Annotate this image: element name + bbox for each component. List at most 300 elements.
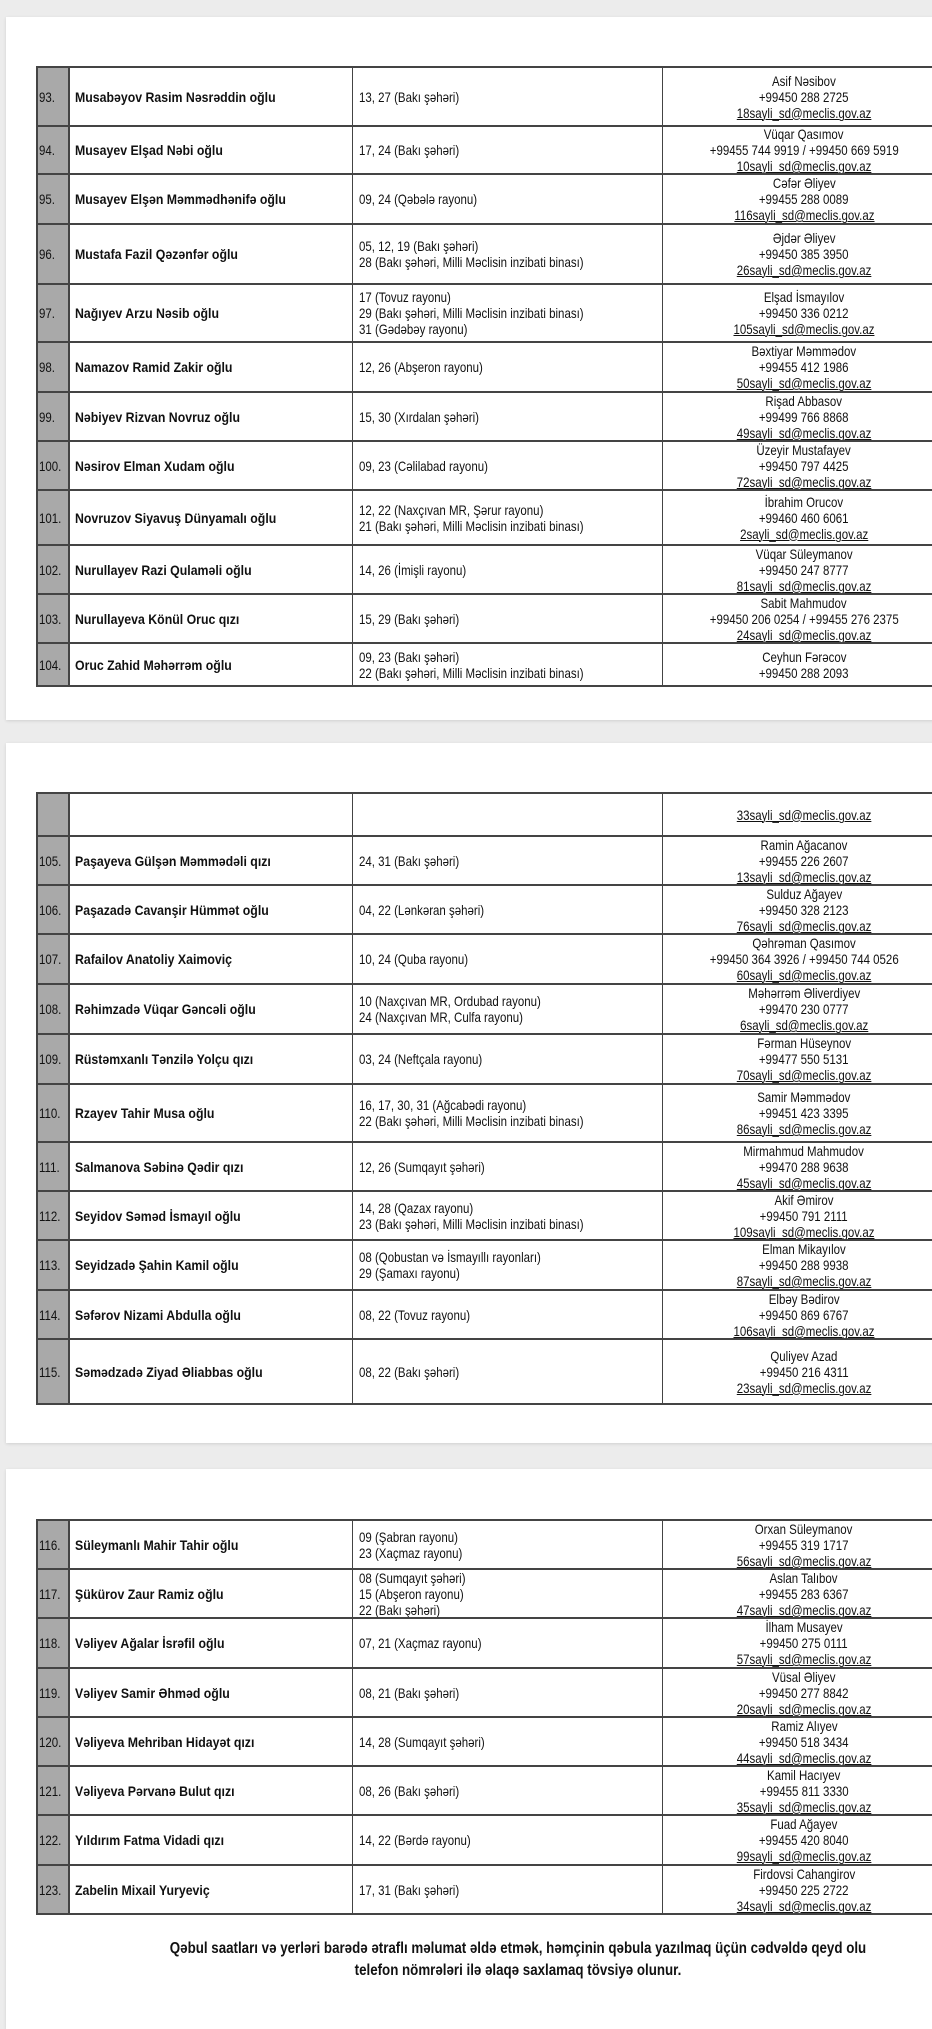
districts-list — [359, 1051, 509, 1067]
contact-phone: +99455 412 1986 — [759, 359, 849, 375]
contact-list — [722, 1143, 886, 1190]
contact-list — [722, 343, 886, 391]
row-number-cell — [36, 285, 70, 341]
deputy-name: Süleymanlı Mahir Tahir oğlu — [75, 1536, 239, 1553]
contact-email[interactable]: 106sayli_sd@meclis.gov.az — [733, 1322, 875, 1338]
contact-email[interactable]: 60sayli_sd@meclis.gov.az — [736, 967, 872, 983]
deputy-name-cell — [70, 595, 353, 642]
deputy-name-cell — [70, 886, 353, 933]
contact-phone: +99450 364 3926 / +99450 744 0526 — [709, 951, 899, 967]
contact-list — [722, 393, 886, 440]
contact-list — [722, 442, 886, 489]
district-line: 17 (Tovuz rayonu) — [359, 289, 451, 305]
districts-list — [359, 409, 505, 425]
districts-cell — [353, 546, 663, 593]
contact-cell — [663, 68, 932, 125]
contact-email[interactable]: 24sayli_sd@meclis.gov.az — [736, 626, 872, 642]
contact-list — [722, 1521, 886, 1568]
table-row — [36, 343, 932, 393]
row-number-cell — [36, 442, 70, 489]
deputy-name: Vəliyeva Mehriban Hidayət qızı — [75, 1733, 255, 1750]
districts-list — [359, 289, 633, 337]
row-number: 94. — [39, 142, 55, 158]
assistant-name: Quliyev Azad — [770, 1347, 838, 1364]
deputy-name-cell — [70, 175, 353, 223]
contact-email[interactable]: 35sayli_sd@meclis.gov.az — [736, 1798, 872, 1814]
assistant-name: İlham Musayev — [765, 1619, 843, 1635]
contact-cell — [663, 1718, 932, 1765]
districts-list — [359, 1529, 485, 1561]
deputy-name-cell — [70, 1570, 353, 1617]
assistant-name: Samir Məmmədov — [757, 1089, 851, 1105]
districts-list — [359, 1783, 481, 1799]
districts-list — [359, 1364, 481, 1380]
district-line: 22 (Bakı şəhəri, Milli Məclisin inzibati binası) — [359, 1113, 584, 1129]
districts-list — [359, 902, 512, 918]
contact-list — [722, 546, 886, 593]
row-number-cell — [36, 886, 70, 933]
assistant-name: Ramiz Alıyev — [770, 1718, 838, 1734]
deputy-name-cell — [70, 1669, 353, 1716]
document-page-2 — [6, 743, 932, 1443]
contact-email[interactable]: 44sayli_sd@meclis.gov.az — [736, 1749, 872, 1765]
deputy-name-cell — [70, 127, 353, 173]
contact-phone: +99450 518 3434 — [759, 1733, 849, 1750]
deputy-name: Nəbiyev Rizvan Novruz oğlu — [75, 408, 240, 425]
deputies-table-2 — [36, 792, 932, 1405]
row-number-cell — [36, 1085, 70, 1141]
deputy-name: Musabəyov Rasim Nəsrəddin oğlu — [75, 88, 276, 105]
district-line: 24 (Naxçıvan MR, Culfa rayonu) — [359, 1009, 523, 1025]
contact-list — [722, 1619, 886, 1667]
districts-cell — [353, 285, 663, 341]
contact-email[interactable]: 10sayli_sd@meclis.gov.az — [736, 158, 872, 173]
contact-cell — [663, 794, 932, 835]
deputy-name-cell — [70, 1340, 353, 1403]
contact-email[interactable]: 49sayli_sd@meclis.gov.az — [736, 424, 872, 440]
contact-cell — [663, 1340, 932, 1403]
district-line: 15, 30 (Xırdalan şəhəri) — [359, 408, 479, 425]
contact-email[interactable]: 57sayli_sd@meclis.gov.az — [736, 1651, 872, 1667]
contact-email[interactable]: 72sayli_sd@meclis.gov.az — [736, 473, 872, 489]
deputy-name: Salmanova Səbinə Qədir qızı — [75, 1158, 244, 1175]
row-number-cell — [36, 1291, 70, 1338]
contact-phone: +99450 791 2111 — [759, 1207, 848, 1224]
table-row — [36, 225, 932, 285]
contact-phone: +99450 336 0212 — [759, 305, 849, 321]
districts-cell — [353, 1669, 663, 1716]
row-number: 97. — [39, 305, 55, 321]
district-line: 09, 24 (Qəbələ rayonu) — [359, 191, 478, 207]
contact-list — [722, 1241, 886, 1289]
row-number-cell — [36, 644, 70, 685]
district-line: 08 (Sumqayıt şəhəri) — [359, 1570, 466, 1586]
districts-cell — [353, 1619, 663, 1667]
deputy-name-cell — [70, 285, 353, 341]
contact-email[interactable]: 33sayli_sd@meclis.gov.az — [736, 806, 872, 823]
deputy-name: Musayev Elşən Məmmədhənifə oğlu — [75, 191, 286, 207]
contact-email[interactable]: 50sayli_sd@meclis.gov.az — [736, 375, 872, 391]
document-page-1 — [6, 17, 932, 720]
row-number-cell — [36, 1669, 70, 1716]
contact-email[interactable]: 13sayli_sd@meclis.gov.az — [736, 868, 872, 884]
contact-cell — [663, 1192, 932, 1239]
row-number: 99. — [39, 408, 55, 425]
contact-email[interactable]: 47sayli_sd@meclis.gov.az — [736, 1601, 872, 1617]
row-number: 108. — [39, 1001, 62, 1017]
district-line: 14, 28 (Sumqayıt şəhəri) — [359, 1733, 485, 1750]
contact-list — [722, 886, 886, 933]
row-number: 123. — [39, 1881, 62, 1898]
districts-cell — [353, 985, 663, 1033]
row-number-cell — [36, 1521, 70, 1568]
districts-cell — [353, 837, 663, 884]
row-number-cell — [36, 1340, 70, 1403]
contact-phone: +99499 766 8868 — [759, 408, 849, 425]
contact-cell — [663, 442, 932, 489]
assistant-name: Kamil Hacıyev — [767, 1767, 841, 1783]
districts-list — [359, 1635, 508, 1651]
contact-cell — [663, 491, 932, 544]
table-row — [36, 175, 932, 225]
deputy-name: Musayev Elşad Nəbi oğlu — [75, 142, 223, 158]
contact-phone: +99455 226 2607 — [759, 852, 849, 869]
row-number: 112. — [39, 1207, 61, 1224]
contact-cell — [663, 1143, 932, 1190]
districts-list — [359, 1200, 633, 1232]
row-number: 100. — [39, 457, 62, 474]
deputy-name-cell — [70, 1192, 353, 1239]
row-number: 115. — [39, 1363, 61, 1380]
assistant-name: Rişad Abbasov — [765, 393, 843, 409]
deputy-name: Səfərov Nizami Abdulla oğlu — [75, 1306, 241, 1323]
row-number-cell — [36, 1718, 70, 1765]
contact-phone: +99450 797 4425 — [759, 457, 849, 474]
assistant-name: Orxan Süleymanov — [755, 1521, 853, 1537]
contact-email[interactable]: 105sayli_sd@meclis.gov.az — [733, 321, 875, 337]
row-number: 105. — [39, 852, 62, 869]
deputy-name: Vəliyev Ağalar İsrəfil oğlu — [75, 1635, 225, 1651]
deputy-name-cell — [70, 1143, 353, 1190]
deputy-name-cell — [70, 1521, 353, 1568]
table-row — [36, 1816, 932, 1866]
assistant-name: Aslan Talıbov — [769, 1570, 839, 1586]
districts-list — [359, 611, 481, 627]
contact-email[interactable]: 116sayli_sd@meclis.gov.az — [733, 207, 875, 223]
contact-email[interactable]: 34sayli_sd@meclis.gov.az — [736, 1897, 872, 1913]
footer-note — [0, 1938, 932, 1982]
row-number-cell — [36, 1143, 70, 1190]
row-number-cell — [36, 491, 70, 544]
contact-phone: +99450 247 8777 — [759, 561, 849, 578]
table-row — [36, 1767, 932, 1816]
deputy-name: Səmədzadə Ziyad Əliabbas oğlu — [75, 1363, 263, 1380]
contact-email[interactable]: 18sayli_sd@meclis.gov.az — [736, 104, 872, 121]
deputy-name-cell — [70, 837, 353, 884]
district-line: 17, 24 (Bakı şəhəri) — [359, 142, 460, 158]
contact-email[interactable]: 20sayli_sd@meclis.gov.az — [736, 1700, 872, 1716]
table-row — [36, 68, 932, 127]
contact-cell — [663, 886, 932, 933]
contact-cell — [663, 127, 932, 173]
district-line: 08, 26 (Bakı şəhəri) — [359, 1782, 460, 1799]
district-line: 29 (Şamaxı rayonu) — [359, 1265, 460, 1281]
contact-phone: +99450 385 3950 — [759, 246, 849, 262]
deputy-name: Rəhimzadə Vüqar Gəncəli oğlu — [75, 1001, 256, 1017]
districts-cell — [353, 68, 663, 125]
deputy-name: Nurullayeva Könül Oruc qızı — [75, 610, 240, 627]
table-row — [36, 1619, 932, 1669]
table-row — [36, 393, 932, 442]
contact-list — [722, 1866, 886, 1913]
districts-cell — [353, 794, 663, 835]
districts-cell — [353, 1521, 663, 1568]
contact-phone: +99455 420 8040 — [759, 1832, 849, 1848]
row-number-cell — [36, 1241, 70, 1289]
contact-list — [722, 1669, 886, 1716]
deputy-name: Paşayeva Gülşən Məmmədəli qızı — [75, 852, 271, 869]
districts-list — [359, 1570, 489, 1617]
assistant-name: Qəhrəman Qasımov — [752, 935, 856, 951]
assistant-name: Elşad İsmayılov — [763, 289, 845, 305]
district-line: 08 (Qobustan və İsmayıllı rayonları) — [359, 1249, 541, 1265]
contact-phone: +99450 206 0254 / +99455 276 2375 — [709, 610, 899, 627]
deputy-name: Nəsirov Elman Xudam oğlu — [75, 457, 235, 474]
contact-cell — [663, 546, 932, 593]
contact-email[interactable]: 56sayli_sd@meclis.gov.az — [736, 1552, 872, 1568]
row-number: 116. — [39, 1536, 61, 1553]
districts-cell — [353, 1767, 663, 1814]
contact-list — [722, 1035, 886, 1083]
contact-cell — [663, 1291, 932, 1338]
contact-cell — [663, 1866, 932, 1913]
table-row — [36, 886, 932, 935]
contact-list — [722, 230, 886, 278]
row-number-cell — [36, 837, 70, 884]
contact-email[interactable]: 81sayli_sd@meclis.gov.az — [736, 577, 872, 593]
districts-list — [359, 1882, 481, 1898]
contact-phone: +99460 460 6061 — [759, 509, 849, 526]
district-line: 17, 31 (Bakı şəhəri) — [359, 1881, 460, 1898]
table-row — [36, 1291, 932, 1340]
contact-email[interactable]: 26sayli_sd@meclis.gov.az — [736, 262, 872, 278]
district-line: 12, 26 (Sumqayıt şəhəri) — [359, 1158, 485, 1175]
district-line: 03, 24 (Neftçala rayonu) — [359, 1051, 483, 1067]
district-line: 31 (Gədəbəy rayonu) — [359, 321, 468, 337]
row-number-cell — [36, 985, 70, 1033]
contact-list — [722, 1718, 886, 1765]
contact-email[interactable]: 6sayli_sd@meclis.gov.az — [739, 1017, 869, 1033]
districts-list — [359, 1734, 512, 1750]
row-number: 113. — [39, 1257, 61, 1273]
row-number: 101. — [39, 509, 62, 526]
deputy-name: Nurullayev Razi Qulaməli oğlu — [75, 561, 252, 578]
contact-cell — [663, 935, 932, 983]
row-number: 122. — [39, 1832, 62, 1848]
contact-phone: +99470 230 0777 — [759, 1001, 849, 1017]
district-line: 05, 12, 19 (Bakı şəhəri) — [359, 238, 479, 254]
district-line: 14, 26 (İmişli rayonu) — [359, 561, 467, 578]
assistant-name: Vüqar Süleymanov — [755, 546, 853, 562]
row-number: 119. — [39, 1684, 61, 1701]
deputy-name-cell — [70, 644, 353, 685]
contact-list — [726, 494, 882, 542]
contact-cell — [663, 1521, 932, 1568]
contact-phone: +99450 869 6767 — [759, 1306, 849, 1323]
contact-cell — [663, 1669, 932, 1716]
deputy-name: Seyidzadə Şahin Kamil oğlu — [75, 1257, 239, 1273]
contact-email[interactable]: 2sayli_sd@meclis.gov.az — [739, 525, 869, 542]
contact-cell — [663, 393, 932, 440]
contact-phone: +99450 225 2722 — [759, 1881, 849, 1898]
footer-line-2: telefon nömrələri ilə əlaqə saxlamaq tövsiyə olunur. — [354, 1962, 682, 1979]
districts-cell — [353, 1143, 663, 1190]
districts-cell — [353, 1340, 663, 1403]
assistant-name: Elbəy Bədirov — [768, 1291, 840, 1307]
district-line: 16, 17, 30, 31 (Ağcabədi rayonu) — [359, 1097, 527, 1113]
contact-cell — [663, 175, 932, 223]
table-row — [36, 1340, 932, 1405]
row-number-cell — [36, 1767, 70, 1814]
districts-list — [359, 142, 481, 158]
deputy-name-cell — [70, 794, 353, 835]
assistant-name: İbrahim Orucov — [764, 493, 844, 510]
table-row — [36, 442, 932, 491]
districts-cell — [353, 1035, 663, 1083]
deputy-name-cell — [70, 985, 353, 1033]
assistant-name: Firdovsi Cahangirov — [752, 1866, 856, 1882]
assistant-name: Vüsal Əliyev — [772, 1669, 836, 1685]
row-number-cell — [36, 1816, 70, 1864]
contact-email[interactable]: 99sayli_sd@meclis.gov.az — [736, 1848, 872, 1864]
district-line: 15 (Abşeron rayonu) — [359, 1585, 464, 1602]
districts-cell — [353, 393, 663, 440]
row-number: 114. — [39, 1306, 61, 1323]
contact-email[interactable]: 70sayli_sd@meclis.gov.az — [736, 1067, 872, 1083]
table-row — [36, 1192, 932, 1241]
deputy-name: Seyidov Səməd İsmayıl oğlu — [75, 1207, 241, 1224]
contact-phone: +99450 288 2725 — [759, 88, 849, 105]
contact-cell — [663, 343, 932, 391]
districts-cell — [353, 343, 663, 391]
assistant-name: Üzeyir Mustafayev — [756, 442, 852, 458]
district-line: 22 (Bakı şəhəri) — [359, 1601, 441, 1617]
districts-cell — [353, 1085, 663, 1141]
contact-list — [689, 127, 919, 173]
district-line: 04, 22 (Lənkəran şəhəri) — [359, 901, 485, 918]
row-number-cell — [36, 343, 70, 391]
districts-cell — [353, 225, 663, 283]
table-row — [36, 985, 932, 1035]
table-row — [36, 935, 932, 985]
row-number-cell — [36, 393, 70, 440]
table-row — [36, 546, 932, 595]
district-line: 23 (Xaçmaz rayonu) — [359, 1544, 463, 1561]
row-number-cell — [36, 935, 70, 983]
table-row — [36, 644, 932, 687]
contact-list — [718, 1192, 890, 1239]
deputy-name-cell — [70, 1619, 353, 1667]
contact-email[interactable]: 76sayli_sd@meclis.gov.az — [736, 917, 872, 933]
deputy-name: Vəliyev Samir Əhməd oğlu — [75, 1684, 230, 1701]
contact-email[interactable]: 109sayli_sd@meclis.gov.az — [733, 1223, 875, 1239]
deputy-name: Yıldırım Fatma Vidadi qızı — [75, 1832, 225, 1848]
deputy-name: Rafailov Anatoliy Xaimoviç — [75, 951, 233, 967]
contact-phone: +99455 283 6367 — [759, 1585, 849, 1602]
contact-email[interactable]: 87sayli_sd@meclis.gov.az — [736, 1273, 872, 1289]
contact-cell — [663, 1035, 932, 1083]
assistant-name: Fərman Hüseynov — [757, 1035, 851, 1051]
districts-list — [359, 89, 481, 105]
contact-email[interactable]: 23sayli_sd@meclis.gov.az — [736, 1379, 872, 1396]
assistant-name: Sabit Mahmudov — [760, 595, 848, 611]
districts-list — [359, 1097, 633, 1129]
deputy-name-cell — [70, 1035, 353, 1083]
row-number: 109. — [39, 1051, 62, 1067]
contact-phone: +99470 288 9638 — [759, 1158, 849, 1175]
row-number-cell — [36, 225, 70, 283]
table-row — [36, 837, 932, 886]
contact-list — [718, 289, 890, 337]
row-number: 102. — [39, 561, 62, 578]
districts-cell — [353, 442, 663, 489]
contact-phone: +99455 288 0089 — [759, 191, 849, 207]
districts-list — [359, 458, 516, 474]
districts-cell — [353, 1192, 663, 1239]
contact-email[interactable]: 86sayli_sd@meclis.gov.az — [736, 1121, 872, 1137]
assistant-name: Mirmahmud Mahmudov — [743, 1143, 865, 1159]
district-line: 08, 22 (Tovuz rayonu) — [359, 1306, 471, 1323]
table-row — [36, 491, 932, 546]
contact-cell — [663, 837, 932, 884]
row-number-cell — [36, 68, 70, 125]
assistant-name: Akif Əmirov — [774, 1192, 834, 1208]
contact-cell — [663, 1619, 932, 1667]
district-line: 12, 22 (Naxçıvan MR, Şərur rayonu) — [359, 501, 544, 518]
districts-cell — [353, 1291, 663, 1338]
district-line: 09, 23 (Cəlilabad rayonu) — [359, 457, 488, 474]
deputy-name-cell — [70, 1718, 353, 1765]
assistant-name: Fuad Ağayev — [770, 1816, 838, 1832]
contact-email[interactable]: 45sayli_sd@meclis.gov.az — [736, 1174, 872, 1190]
table-row — [36, 1718, 932, 1767]
contact-cell — [663, 985, 932, 1033]
table-row — [36, 127, 932, 175]
assistant-name: Sulduz Ağayev — [766, 886, 842, 902]
assistant-name: Ceyhun Fərəcov — [761, 648, 847, 665]
deputy-name-cell — [70, 68, 353, 125]
deputy-name-cell — [70, 343, 353, 391]
deputy-name: Şükürov Zaur Ramiz oğlu — [75, 1585, 224, 1602]
district-line: 21 (Bakı şəhəri, Milli Məclisin inzibati binası) — [359, 517, 584, 534]
district-line: 10 (Naxçıvan MR, Ordubad rayonu) — [359, 993, 541, 1009]
contact-phone: +99450 328 2123 — [759, 901, 849, 918]
footer-line-1: Qəbul saatları və yerləri barədə ətraflı məlumat əldə etmək, həmçinin qəbula yazılmaq üçün cədvəldə qeyd olu — [169, 1940, 867, 1957]
deputy-name: Vəliyeva Pərvanə Bulut qızı — [75, 1782, 235, 1799]
districts-cell — [353, 491, 663, 544]
districts-list — [359, 1307, 494, 1323]
districts-cell — [353, 1718, 663, 1765]
assistant-name: Əjdər Əliyev — [772, 230, 836, 246]
deputies-table-1 — [36, 66, 932, 687]
row-number: 120. — [39, 1733, 62, 1750]
districts-list — [359, 951, 492, 967]
table-row — [36, 595, 932, 644]
assistant-name: Asif Nəsibov — [772, 72, 836, 89]
table-row — [36, 1669, 932, 1718]
row-number-cell — [36, 1619, 70, 1667]
deputy-name-cell — [70, 1291, 353, 1338]
